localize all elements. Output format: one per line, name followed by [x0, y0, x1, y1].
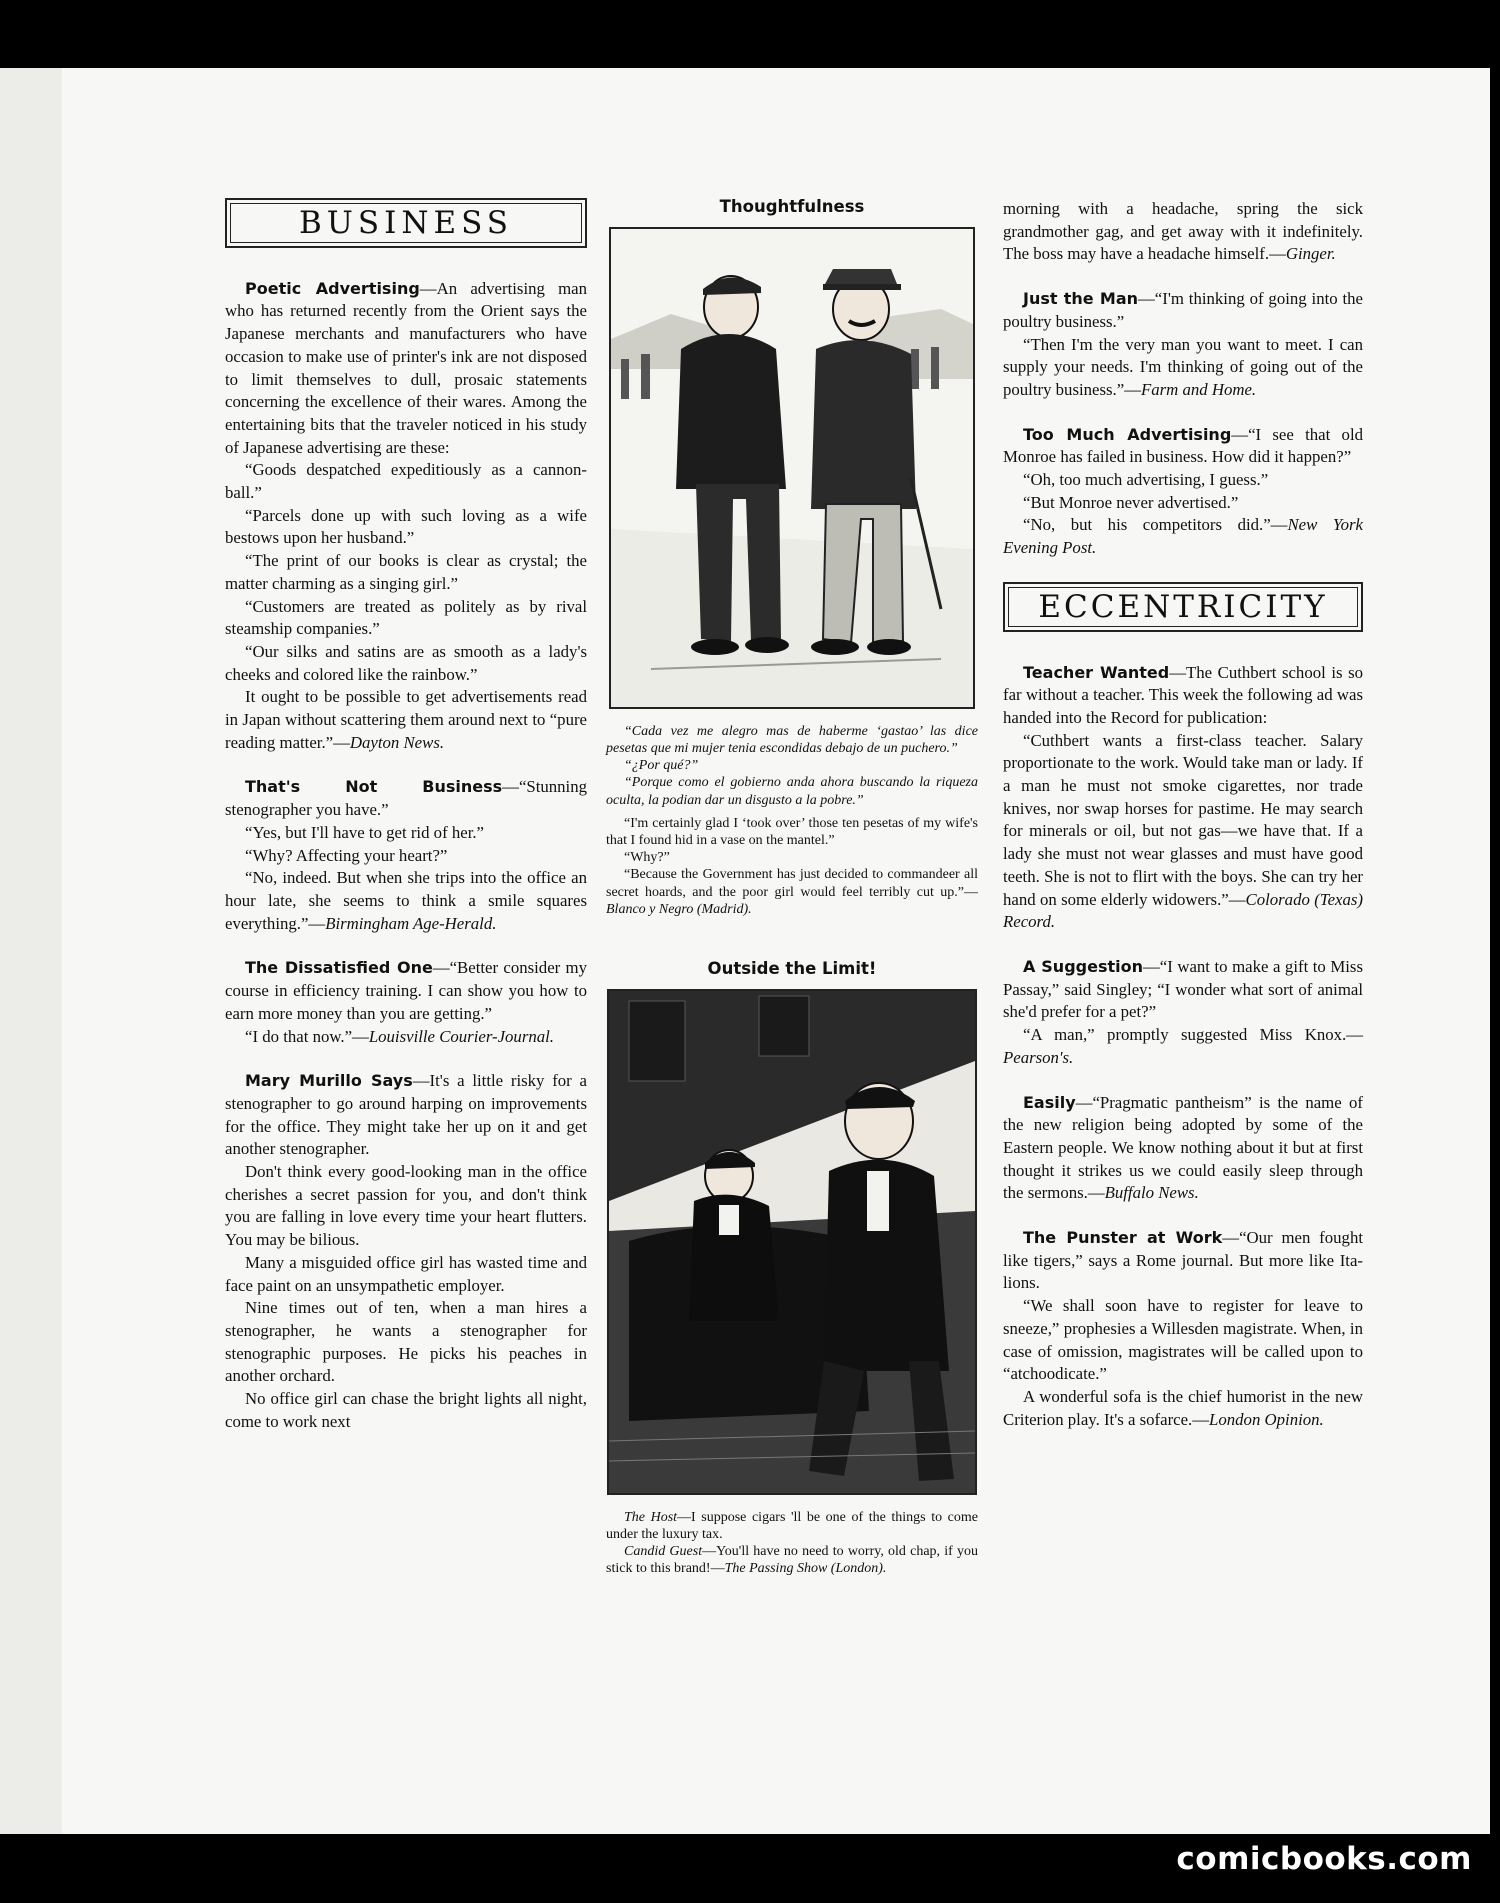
- section-title: ECCENTRICITY: [1008, 587, 1358, 627]
- article-paragraph: [1003, 424, 1363, 469]
- article-paragraph: [225, 822, 587, 845]
- article: [225, 1070, 587, 1433]
- article: [1003, 1092, 1363, 1206]
- article-paragraph: [1003, 730, 1363, 934]
- scan-border: [1490, 68, 1500, 1834]
- caption-speaker: The Host: [624, 1509, 678, 1525]
- article-paragraph: [225, 1388, 587, 1433]
- article-paragraph: [225, 867, 587, 935]
- article-text: —“I'm thinking of going into the poultry business.”: [1003, 289, 1364, 331]
- caption-text: —You'll have no need to worry, old chap, if you stick to this brand!—: [606, 1544, 979, 1577]
- cartoon-title: Outside the Limit!: [707, 958, 877, 978]
- article-headline: The Punster at Work: [1023, 1228, 1223, 1248]
- article: [225, 957, 587, 1048]
- article-source: Dayton News.: [349, 732, 445, 752]
- cartoon-outside-limit-image: [607, 989, 977, 1495]
- article-paragraph: [225, 1070, 587, 1161]
- article-text: “I do that now.”—: [245, 1026, 369, 1046]
- article-paragraph: [1003, 1386, 1363, 1431]
- article-paragraph: [225, 550, 587, 595]
- article-paragraph: [225, 505, 587, 550]
- article-source: London Opinion.: [1209, 1409, 1324, 1429]
- article-text: —“Our men fought like tigers,” says a Rome journal. But more like Ita-lions.: [1003, 1228, 1363, 1293]
- article-paragraph: [1003, 956, 1363, 1024]
- article-paragraph: [1003, 492, 1363, 515]
- article-text: —“I want to make a gift to Miss Passay,” said Singley; “I wonder what sort of animal she'd prefer for a pet?”: [1003, 956, 1363, 1022]
- caption-line: “I'm certainly glad I ‘took over’ those ten pesetas of my wife's that I found hid in a vase on the mantel.”: [606, 815, 978, 848]
- cartoon-thoughtfulness-image: [609, 227, 975, 709]
- section-header-business: [225, 198, 587, 248]
- article-paragraph: [1003, 1092, 1363, 1206]
- article-paragraph: [225, 641, 587, 686]
- article-source: Louisville Courier-Journal.: [368, 1026, 554, 1046]
- article-text: —An advertising man who has returned recently from the Orient says the Japanese merchants and manufacturers who have occasion to make use of printer's ink are not disposed to limit themselves to dull, prosaic statements concerning the excellence of their wares. Among the entertaining bits that the traveler noticed in his study of Japanese advertising are these:: [225, 278, 588, 457]
- article-paragraph: [1003, 469, 1363, 492]
- article-headline: A Suggestion: [1023, 956, 1143, 976]
- article-text: “Parcels done up with such loving as a wife bestows upon her husband.”: [225, 505, 587, 548]
- caption-line: “Why?”: [624, 850, 670, 866]
- article-text: “Oh, too much advertising, I guess.”: [1023, 470, 1269, 490]
- article-text: “Cuthbert wants a first-class teacher. Salary proportionate to the work. Would take man or lady. If a man he must not smoke cigarettes, nor trade knives, nor swap horses for pastime. He may search for minerals or oil, but not gas—we have that. If a lady she must not wear glasses and must have good teeth. She is not to flirt with the boys. She can try her hand on some elderly widowers.”—: [1003, 730, 1363, 909]
- caption-source: The Passing Show (London).: [724, 1561, 887, 1577]
- article-paragraph: [1003, 1295, 1363, 1386]
- cartoon-caption-english: [606, 815, 978, 918]
- article-paragraph: [225, 845, 587, 868]
- article-text: —“Stunning stenographer you have.”: [225, 777, 587, 820]
- article-text: “But Monroe never advertised.”: [1023, 492, 1239, 512]
- article-text: “We shall soon have to register for leave to sneeze,” prophesies a Willesden magistrate. When, in case of omission, magistrates will be called upon to “atchoodicate.”: [1003, 1296, 1363, 1384]
- article-paragraph: [225, 957, 587, 1025]
- facing-page-edge: [0, 68, 66, 1834]
- article-text: “The print of our books is clear as crystal; the matter charming as a singing girl.”: [225, 551, 587, 593]
- article-paragraph: [225, 1297, 587, 1388]
- article-source: Farm and Home.: [1140, 379, 1257, 399]
- article-text: Don't think every good-looking man in the office cherishes a secret passion for you, and don't think you are falling in love every time your heart flutters. You may be bilious.: [225, 1162, 587, 1250]
- section-title: BUSINESS: [230, 203, 582, 243]
- article: [1003, 1227, 1363, 1431]
- article-source: Buffalo News.: [1104, 1183, 1199, 1203]
- article-list: [1003, 288, 1363, 560]
- cartoon-illustration-icon: [611, 229, 973, 707]
- article-paragraph: [1003, 1227, 1363, 1295]
- article: [225, 776, 587, 935]
- article-headline: The Dissatisfied One: [245, 958, 433, 978]
- article-headline: Too Much Advertising: [1023, 424, 1232, 444]
- article-paragraph: [1003, 514, 1363, 559]
- article-text: A wonderful sofa is the chief humorist in the new Criterion play. It's a sofarce.—: [1003, 1386, 1363, 1429]
- article-text: “Yes, but I'll have to get rid of her.”: [245, 822, 485, 842]
- watermark: comicbooks.com: [1176, 1841, 1472, 1877]
- article-source: New York Evening Post.: [1003, 515, 1363, 558]
- caption-line: [606, 1509, 978, 1543]
- article-paragraph: [225, 459, 587, 504]
- article-text: —“I see that old Monroe has failed in business. How did it happen?”: [1003, 424, 1363, 467]
- cartoon-caption: [606, 1509, 978, 1578]
- article-headline: Poetic Advertising: [245, 278, 420, 298]
- article-paragraph: [1003, 662, 1363, 730]
- article-source: Ginger.: [1285, 244, 1336, 264]
- article-paragraph: [225, 278, 587, 460]
- column-right: [1003, 198, 1363, 1453]
- column-middle: [606, 196, 978, 1577]
- article-text: “Why? Affecting your heart?”: [245, 845, 448, 865]
- article-paragraph: [225, 776, 587, 821]
- caption-line: [606, 1543, 978, 1577]
- article-text: “A man,” promptly suggested Miss Knox.—: [1023, 1025, 1363, 1045]
- article-list: [225, 278, 587, 1434]
- article-headline: That's Not Business: [245, 777, 503, 797]
- caption-line: “Cada vez me alegro mas de haberme ‘gastao’ las dice pesetas que mi mujer tenia escondidas debajo de un puchero.”: [606, 723, 978, 756]
- article-paragraph: [225, 1161, 587, 1252]
- article-paragraph: [225, 1252, 587, 1297]
- article-headline: Teacher Wanted: [1023, 662, 1170, 682]
- article-headline: Easily: [1023, 1092, 1076, 1112]
- article-text: “No, but his competitors did.”—: [1023, 515, 1288, 535]
- cartoon-title: Thoughtfulness: [719, 197, 865, 216]
- article: [225, 278, 587, 755]
- article-headline: Just the Man: [1023, 289, 1139, 309]
- article-paragraph: [1003, 334, 1363, 402]
- cartoon-illustration-icon: [609, 991, 975, 1493]
- article: [1003, 956, 1363, 1070]
- caption-line: [606, 866, 978, 918]
- section-header-eccentricity: [1003, 582, 1363, 632]
- article-text: —It's a little risky for a stenographer to go around harping on improvements for the office. They might take her up on it and get another stenographer.: [225, 1071, 587, 1159]
- article: [1003, 424, 1363, 560]
- article-text: —“Better consider my course in efficiency training. I can show you how to earn more money than you are getting.”: [225, 958, 587, 1023]
- caption-source: Blanco y Negro (Madrid).: [606, 901, 752, 917]
- caption-speaker: Candid Guest: [624, 1544, 703, 1560]
- article-body: [1003, 198, 1363, 266]
- article-text: —The Cuthbert school is so far without a teacher. This week the following ad was handed into the Record for publication:: [1003, 662, 1363, 727]
- caption-line: “¿Por qué?”: [624, 758, 699, 774]
- cartoon-caption-spanish: [606, 723, 978, 809]
- article-text: “No, indeed. But when she trips into the office an hour late, she seems to think a smile squares everything.”—: [225, 868, 587, 933]
- article-text: “Goods despatched expeditiously as a cannon-ball.”: [225, 460, 587, 503]
- article-headline: Mary Murillo Says: [245, 1071, 413, 1091]
- article-text: No office girl can chase the bright lights all night, come to work next: [225, 1389, 587, 1431]
- article-paragraph: [225, 1026, 587, 1049]
- article-source: Pearson's.: [1003, 1047, 1074, 1067]
- article-list: [1003, 662, 1363, 1432]
- column-left: [225, 198, 587, 1455]
- article-paragraph: [225, 596, 587, 641]
- article-text: “Customers are treated as politely as by rival steamship companies.”: [225, 596, 587, 639]
- article-paragraph: [1003, 288, 1363, 333]
- article-continued: [1003, 198, 1363, 266]
- article-text: “Our silks and satins are as smooth as a lady's cheeks and colored like the rainbow.”: [225, 641, 587, 684]
- article-source: Colorado (Texas) Record.: [1003, 889, 1363, 932]
- caption-line: “Porque como el gobierno anda ahora buscando la riqueza oculta, la podian dar un disgusto a la pobre.”: [606, 775, 978, 808]
- article-source: Birmingham Age-Herald.: [325, 913, 497, 933]
- article-text: Nine times out of ten, when a man hires a stenographer, he wants a stenographer for stenographic purposes. He picks his peaches in another orchard.: [225, 1298, 587, 1386]
- article-paragraph: [225, 686, 587, 754]
- article-text: “Then I'm the very man you want to meet. I can supply your needs. I'm thinking of going out of the poultry business.”—: [1003, 334, 1363, 399]
- article-text: It ought to be possible to get advertisements read in Japan without scattering them around next to “pure reading matter.”—: [225, 687, 587, 752]
- article-text: —“Pragmatic pantheism” is the name of the new religion being adopted by some of the Eastern people. We know nothing about it but at first thought it strikes us we could easily sleep through the sermons.—: [1003, 1092, 1363, 1203]
- caption-text: —I suppose cigars 'll be one of the things to come under the luxury tax.: [606, 1509, 978, 1542]
- caption-text: “Because the Government has just decided to commandeer all secret hoards, and the poor girl would feel terribly cut up.”—: [606, 867, 978, 900]
- article-paragraph: [1003, 1024, 1363, 1069]
- article-text: morning with a headache, spring the sick grandmother gag, and get away with it indefinitely. The boss may have a headache himself.—: [1003, 199, 1363, 264]
- article-text: Many a misguided office girl has wasted time and face paint on an unsympathetic employer.: [225, 1252, 587, 1295]
- article: [1003, 288, 1363, 402]
- article: [1003, 662, 1363, 934]
